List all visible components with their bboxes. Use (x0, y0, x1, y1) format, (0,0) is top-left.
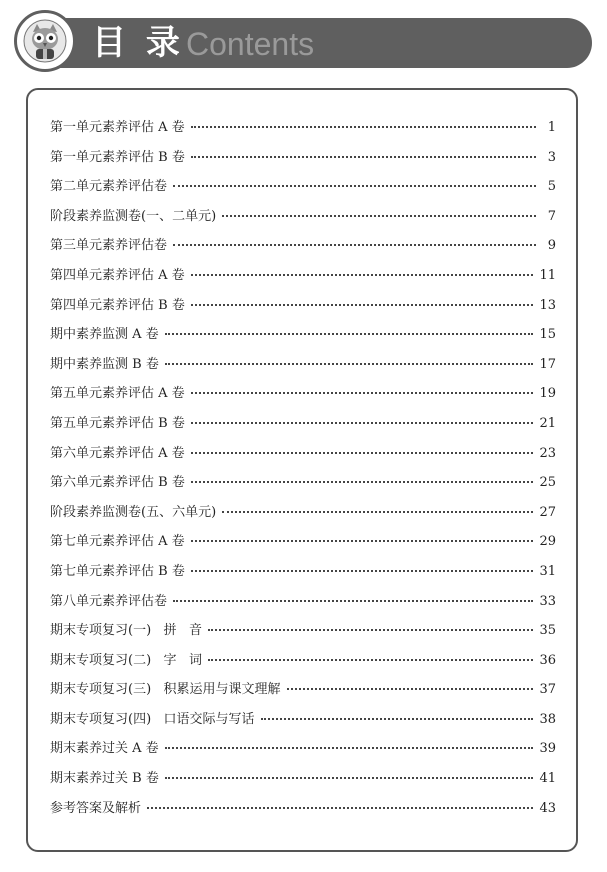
toc-entry[interactable] (50, 442, 556, 472)
dot-leader (165, 363, 534, 365)
toc-entry[interactable] (50, 146, 556, 176)
dot-leader (165, 777, 534, 779)
toc-entry[interactable] (50, 678, 556, 708)
toc-entry[interactable] (50, 175, 556, 205)
dot-leader (261, 718, 534, 720)
toc-entry-page-number: 19 (539, 386, 556, 402)
toc-entry-title: 第六单元素养评估 B 卷 (50, 475, 185, 491)
dot-leader (191, 540, 534, 542)
dot-leader (222, 511, 533, 513)
toc-entry-page-number: 31 (539, 563, 556, 579)
dot-leader (208, 659, 534, 661)
table-of-contents (50, 116, 556, 826)
toc-entry-title: 期末专项复习(一) 拼 音 (50, 623, 202, 639)
dot-leader (222, 215, 536, 217)
toc-entry-title: 期末素养过关 A 卷 (50, 741, 159, 757)
toc-entry-title: 期中素养监测 B 卷 (50, 356, 159, 372)
dot-leader (208, 629, 534, 631)
toc-entry-title: 第一单元素养评估 A 卷 (50, 120, 185, 135)
toc-entry-page-number: 17 (539, 356, 556, 372)
toc-entry-title: 第七单元素养评估 B 卷 (50, 563, 185, 579)
toc-entry-page-number: 21 (539, 415, 556, 431)
toc-entry-title: 第三单元素养评估卷 (50, 238, 168, 254)
toc-entry-page-number: 37 (539, 682, 556, 698)
toc-entry-title: 第四单元素养评估 A 卷 (50, 267, 185, 283)
toc-entry-page-number: 41 (539, 771, 556, 787)
toc-entry[interactable] (50, 205, 556, 235)
page-title-english: Contents (186, 26, 315, 62)
toc-entry[interactable] (50, 530, 556, 560)
toc-entry[interactable] (50, 590, 556, 620)
toc-entry-title: 第八单元素养评估卷 (50, 593, 168, 609)
page-title: 目 录 (92, 23, 184, 63)
toc-entry[interactable] (50, 412, 556, 442)
toc-entry[interactable] (50, 797, 556, 827)
toc-entry-page-number: 23 (539, 445, 556, 461)
toc-entry-page-number: 38 (539, 711, 556, 727)
toc-entry-page-number: 11 (539, 267, 556, 283)
toc-entry-title: 期末专项复习(三) 积累运用与课文理解 (50, 682, 281, 698)
dot-leader (191, 304, 534, 306)
owl-mascot-icon (14, 10, 76, 72)
toc-entry-page-number: 1 (547, 120, 556, 135)
dot-leader (191, 274, 534, 276)
toc-entry[interactable] (50, 264, 556, 294)
dot-leader (147, 807, 533, 809)
contents-header (14, 10, 592, 72)
toc-entry-page-number: 15 (539, 327, 556, 343)
toc-entry-page-number: 35 (539, 623, 556, 639)
dot-leader (191, 422, 534, 424)
dot-leader (165, 747, 534, 749)
toc-entry-page-number: 33 (539, 593, 556, 609)
dot-leader (165, 333, 534, 335)
dot-leader (287, 688, 534, 690)
dot-leader (191, 392, 534, 394)
toc-entry-title: 第七单元素养评估 A 卷 (50, 534, 185, 550)
toc-entry-title: 期中素养监测 A 卷 (50, 327, 159, 343)
toc-entry[interactable] (50, 234, 556, 264)
toc-entry-title: 第五单元素养评估 A 卷 (50, 386, 185, 402)
dot-leader (173, 244, 536, 246)
toc-entry[interactable] (50, 501, 556, 531)
toc-entry-title: 第二单元素养评估卷 (50, 179, 168, 195)
toc-entry-page-number: 9 (547, 238, 556, 254)
toc-entry-title: 阶段素养监测卷(五、六单元) (50, 504, 217, 520)
toc-entry[interactable] (50, 323, 556, 353)
toc-entry-page-number: 5 (547, 179, 556, 195)
toc-entry-title: 第四单元素养评估 B 卷 (50, 297, 185, 313)
toc-entry[interactable] (50, 382, 556, 412)
dot-leader (191, 126, 536, 128)
toc-entry-title: 期末专项复习(四) 口语交际与写话 (50, 711, 255, 727)
toc-entry[interactable] (50, 294, 556, 324)
toc-entry-page-number: 27 (539, 504, 556, 520)
dot-leader (173, 185, 536, 187)
toc-entry[interactable] (50, 471, 556, 501)
toc-entry-page-number: 13 (539, 297, 556, 313)
toc-entry[interactable] (50, 619, 556, 649)
toc-entry[interactable] (50, 708, 556, 738)
toc-entry-page-number: 3 (547, 149, 556, 165)
toc-entry-title: 期末专项复习(二) 字 词 (50, 652, 202, 668)
toc-entry[interactable] (50, 353, 556, 383)
toc-entry-page-number: 43 (539, 800, 556, 816)
toc-entry[interactable] (50, 649, 556, 679)
toc-entry[interactable] (50, 116, 556, 146)
dot-leader (191, 481, 534, 483)
toc-entry-page-number: 7 (547, 208, 556, 224)
toc-entry-title: 第五单元素养评估 B 卷 (50, 415, 185, 431)
toc-entry-page-number: 29 (539, 534, 556, 550)
toc-entry-page-number: 36 (539, 652, 556, 668)
dot-leader (191, 156, 536, 158)
dot-leader (191, 570, 534, 572)
toc-entry-page-number: 25 (539, 475, 556, 491)
toc-entry-title: 参考答案及解析 (50, 800, 142, 816)
dot-leader (191, 452, 534, 454)
toc-entry-page-number: 39 (539, 741, 556, 757)
toc-entry[interactable] (50, 767, 556, 797)
toc-entry-title: 第六单元素养评估 A 卷 (50, 445, 185, 461)
toc-entry[interactable] (50, 560, 556, 590)
dot-leader (173, 600, 533, 602)
toc-entry-title: 第一单元素养评估 B 卷 (50, 149, 185, 165)
toc-entry-title: 阶段素养监测卷(一、二单元) (50, 208, 217, 224)
toc-entry[interactable] (50, 737, 556, 767)
toc-entry-title: 期末素养过关 B 卷 (50, 771, 159, 787)
